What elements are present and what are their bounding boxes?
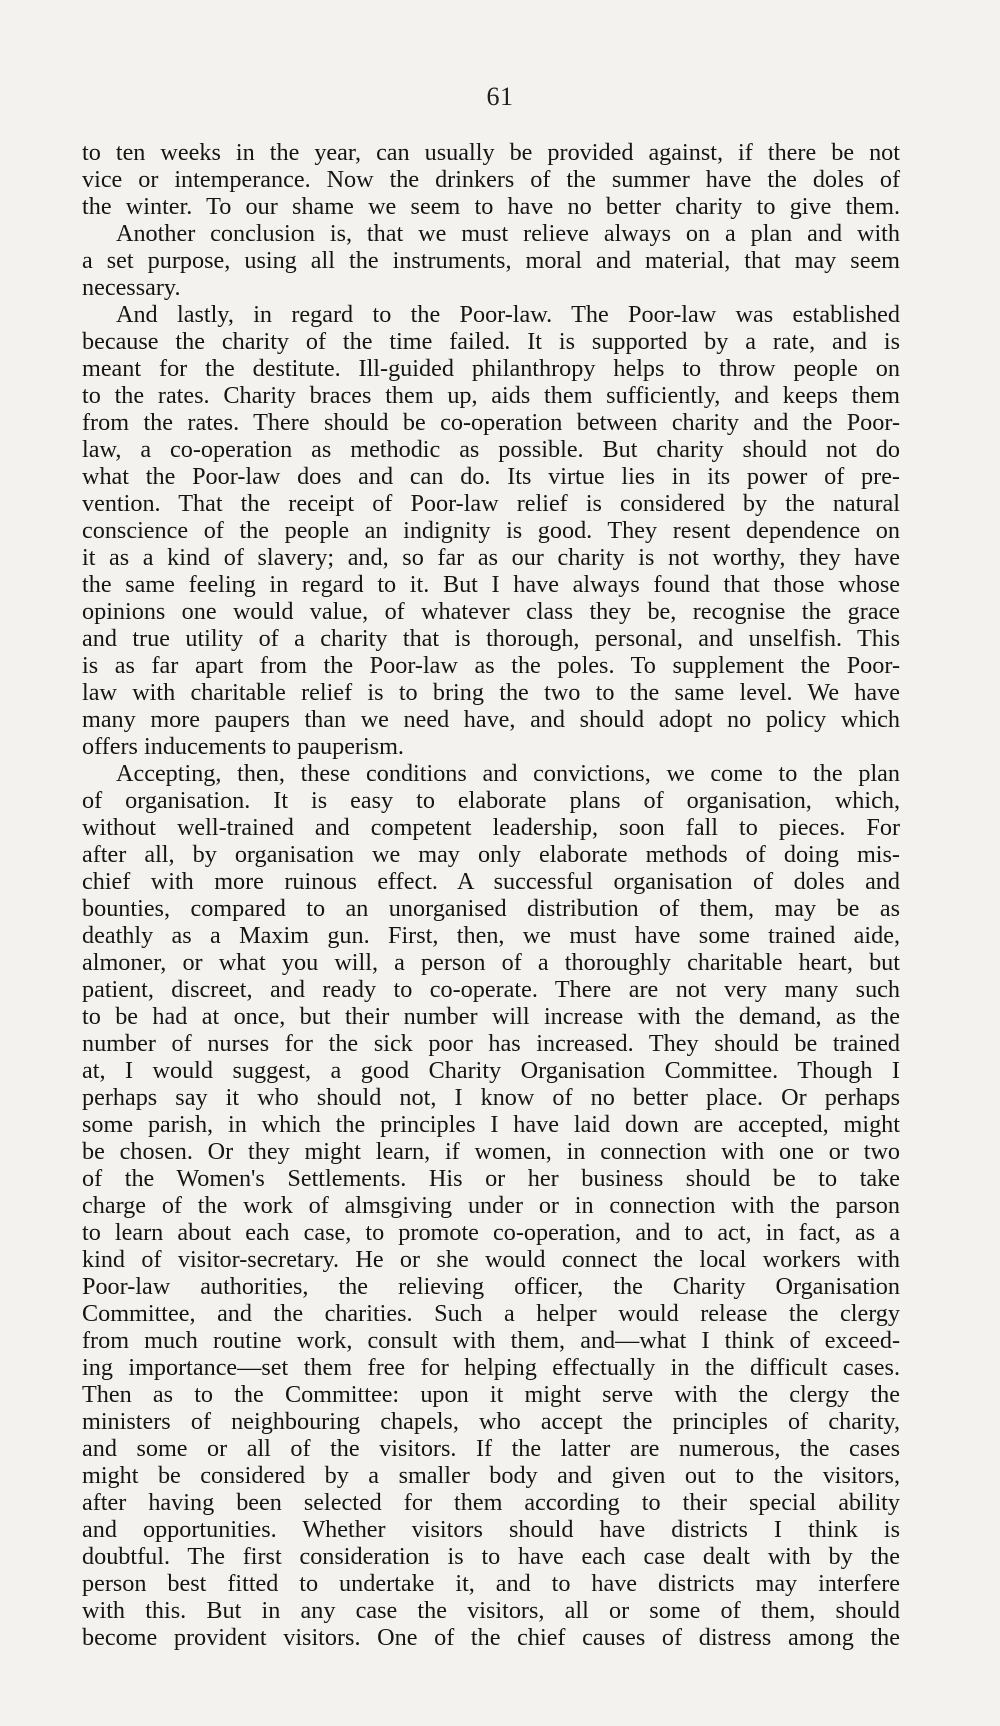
text-line: law with charitable relief is to bring the two to the same level. We have: [82, 679, 900, 706]
text-line: the winter. To our shame we seem to have no better charity to give them.: [82, 193, 900, 220]
text-line: person best fitted to undertake it, and to have districts may interfere: [82, 1570, 900, 1597]
text-line: opinions one would value, of whatever class they be, recognise the grace: [82, 598, 900, 625]
text-line: what the Poor-law does and can do. Its virtue lies in its power of pre-: [82, 463, 900, 490]
text-line: from much routine work, consult with them, and—what I think of exceed-: [82, 1327, 900, 1354]
text-line: necessary.: [82, 274, 181, 301]
text-line: vention. That the receipt of Poor-law relief is considered by the natural: [82, 490, 900, 517]
text-line: because the charity of the time failed. It is supported by a rate, and is: [82, 328, 900, 355]
text-line: law, a co-operation as methodic as possible. But charity should not do: [82, 436, 900, 463]
text-line: charge of the work of almsgiving under or in connection with the parson: [82, 1192, 900, 1219]
text-line: doubtful. The first consideration is to have each case dealt with by the: [82, 1543, 900, 1570]
text-line: almoner, or what you will, a person of a thoroughly charitable heart, but: [82, 949, 900, 976]
text-line: and true utility of a charity that is thorough, personal, and unselfish. This: [82, 625, 900, 652]
text-line: vice or intemperance. Now the drinkers of the summer have the doles of: [82, 166, 900, 193]
text-line: deathly as a Maxim gun. First, then, we must have some trained aide,: [82, 922, 900, 949]
text-line: chief with more ruinous effect. A successful organisation of doles and: [82, 868, 900, 895]
text-line: it as a kind of slavery; and, so far as our charity is not worthy, they have: [82, 544, 900, 571]
body-text: [82, 139, 900, 1651]
text-line: to ten weeks in the year, can usually be provided against, if there be not: [82, 139, 900, 166]
text-line: Committee, and the charities. Such a helper would release the clergy: [82, 1300, 900, 1327]
text-line: number of nurses for the sick poor has increased. They should be trained: [82, 1030, 900, 1057]
text-line: ing importance—set them free for helping effectually in the difficult cases.: [82, 1354, 900, 1381]
text-line: Then as to the Committee: upon it might serve with the clergy the: [82, 1381, 900, 1408]
text-line: and opportunities. Whether visitors should have districts I think is: [82, 1516, 900, 1543]
text-line: after all, by organisation we may only elaborate methods of doing mis-: [82, 841, 900, 868]
text-line: to be had at once, but their number will increase with the demand, as the: [82, 1003, 900, 1030]
text-line: without well-trained and competent leadership, soon fall to pieces. For: [82, 814, 900, 841]
text-line: to learn about each case, to promote co-operation, and to act, in fact, as a: [82, 1219, 900, 1246]
text-line: to the rates. Charity braces them up, aids them sufficiently, and keeps them: [82, 382, 900, 409]
text-line: ministers of neighbouring chapels, who accept the principles of charity,: [82, 1408, 900, 1435]
text-line: at, I would suggest, a good Charity Organisation Committee. Though I: [82, 1057, 900, 1084]
page-number: 61: [486, 82, 514, 111]
text-line: a set purpose, using all the instruments, moral and material, that may seem: [82, 247, 900, 274]
text-line: the same feeling in regard to it. But I have always found that those whose: [82, 571, 900, 598]
text-line: be chosen. Or they might learn, if women, in connection with one or two: [82, 1138, 900, 1165]
text-line: and some or all of the visitors. If the latter are numerous, the cases: [82, 1435, 900, 1462]
text-line: of organisation. It is easy to elaborate plans of organisation, which,: [82, 787, 900, 814]
text-line: after having been selected for them according to their special ability: [82, 1489, 900, 1516]
text-line: become provident visitors. One of the chief causes of distress among the: [82, 1624, 900, 1651]
text-line: Poor-law authorities, the relieving officer, the Charity Organisation: [82, 1273, 900, 1300]
text-line: many more paupers than we need have, and should adopt no policy which: [82, 706, 900, 733]
text-line: of the Women's Settlements. His or her business should be to take: [82, 1165, 900, 1192]
text-line: from the rates. There should be co-operation between charity and the Poor-: [82, 409, 900, 436]
text-line: meant for the destitute. Ill-guided philanthropy helps to throw people on: [82, 355, 900, 382]
text-line: And lastly, in regard to the Poor-law. The Poor-law was established: [116, 301, 900, 328]
text-line: kind of visitor-secretary. He or she would connect the local workers with: [82, 1246, 900, 1273]
text-line: is as far apart from the Poor-law as the poles. To supplement the Poor-: [82, 652, 900, 679]
text-line: with this. But in any case the visitors, all or some of them, should: [82, 1597, 900, 1624]
text-line: conscience of the people an indignity is good. They resent dependence on: [82, 517, 900, 544]
text-line: patient, discreet, and ready to co-operate. There are not very many such: [82, 976, 900, 1003]
text-line: might be considered by a smaller body and given out to the visitors,: [82, 1462, 900, 1489]
text-line: offers inducements to pauperism.: [82, 733, 404, 760]
text-line: Another conclusion is, that we must relieve always on a plan and with: [116, 220, 900, 247]
text-line: Accepting, then, these conditions and convictions, we come to the plan: [116, 760, 900, 787]
text-line: perhaps say it who should not, I know of no better place. Or perhaps: [82, 1084, 900, 1111]
text-line: bounties, compared to an unorganised distribution of them, may be as: [82, 895, 900, 922]
text-line: some parish, in which the principles I have laid down are accepted, might: [82, 1111, 900, 1138]
